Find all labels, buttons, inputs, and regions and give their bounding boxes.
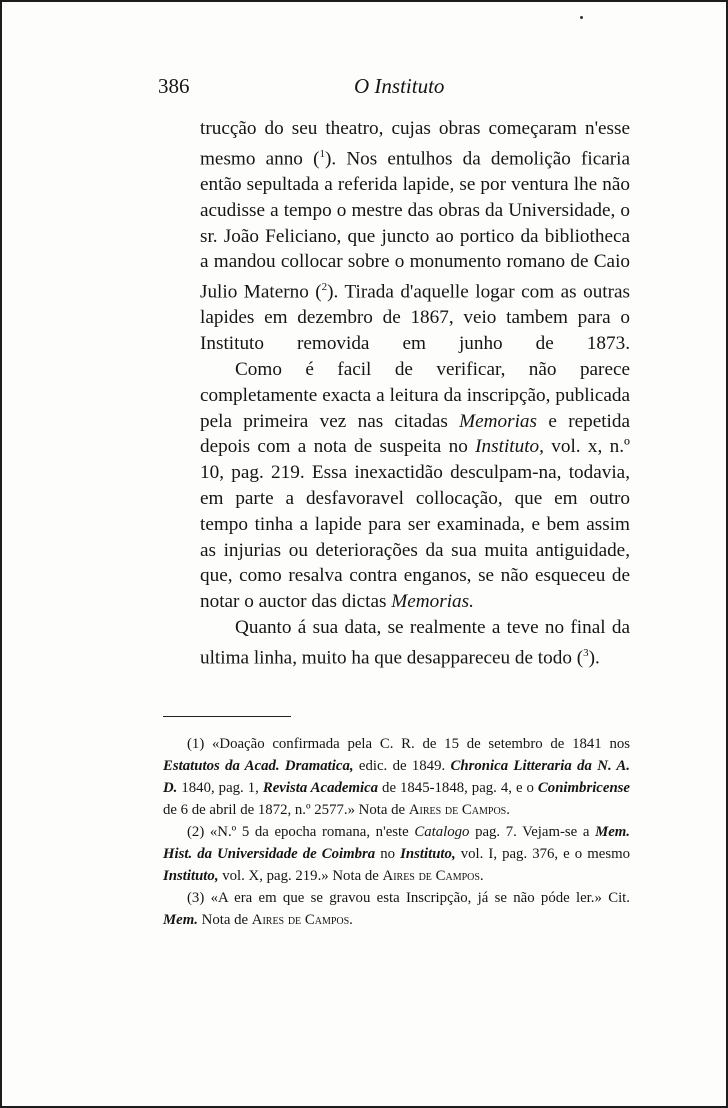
italic-title: Memorias.: [391, 591, 474, 613]
paragraph: trucção do seu theatro, cujas obras começaram n'esse mesmo anno ($^1$). Nos entulhos da demolição ficaria então sepultada a referida lapide, se por ventura lhe não acudisse a tempo o mestre das obras da Universidade, o sr. João Feliciano, que juncto ao portico da bibliotheca a mandou collocar sobre o monumento romano de Caio Julio Materno ($^2$). Tirada d'aquelle logar com as outras lapides em dezembro de 1867, veio tambem para o Instituto removida em junho de 1873.: [200, 118, 630, 355]
print-speck: [580, 16, 583, 19]
footnote-rule: [163, 716, 291, 717]
page-header: [158, 70, 630, 98]
footnote-mark: (1): [187, 736, 205, 752]
paragraph: Como é facil de verificar, não parece completamente exacta a leitura da inscripção, publicada pela primeira vez nas citadas Memorias e repetida depois com a nota de suspeita no Instituto, vol. x, n.º 10, pag. 219. Essa inexactidão desculpam-na, todavia, em parte a desfavoravel collocação, que em outro tempo tinha a lapide para ser examinada, e bem assim as injurias ou deteriorações da sua muita antiguidade, que, como resalva contra enganos, se não esqueceu de notar o auctor das dictas Memorias.: [200, 358, 631, 613]
footnotes: [163, 733, 630, 931]
footnote-ref: 2: [321, 281, 328, 294]
footnote: (3) «A era em que se gravou esta Inscripção, já se não póde ler.» Cit. Mem. Nota de Aires de Campos.: [163, 890, 630, 928]
running-title: O Instituto: [354, 74, 445, 98]
main-text: [200, 116, 630, 671]
italic-title: Memorias: [459, 410, 537, 432]
footnote-mark: (3): [187, 890, 205, 906]
footnote-mark: (2): [187, 824, 205, 840]
italic-title: Instituto,: [475, 436, 544, 458]
footnote-ref: 1: [319, 147, 325, 160]
footnote: (2) «N.º 5 da epocha romana, n'este Catalogo pag. 7. Vejam-se a Mem. Hist. da Universidade de Coimbra no Instituto, vol. I, pag. 376, e o mesmo Instituto, vol. X, pag. 219.» Nota de Aires de Campos.: [163, 824, 630, 884]
footnote-ref: 3: [583, 646, 589, 659]
footnote: (1) «Doação confirmada pela C. R. de 15 de setembro de 1841 nos Estatutos da Acad. Dramatica, edic. de 1849. Chronica Litteraria da N. A. D. 1840, pag. 1, Revista Academica de 1845-1848, pag. 4, e o Conimbricense de 6 de abril de 1872, n.º 2577.» Nota de Aires de Campos.: [163, 736, 630, 818]
paragraph: Quanto á sua data, se realmente a teve no final da ultima linha, muito ha que desappareceu de todo ($^3$).: [200, 616, 630, 669]
page-number: 386: [158, 74, 190, 98]
